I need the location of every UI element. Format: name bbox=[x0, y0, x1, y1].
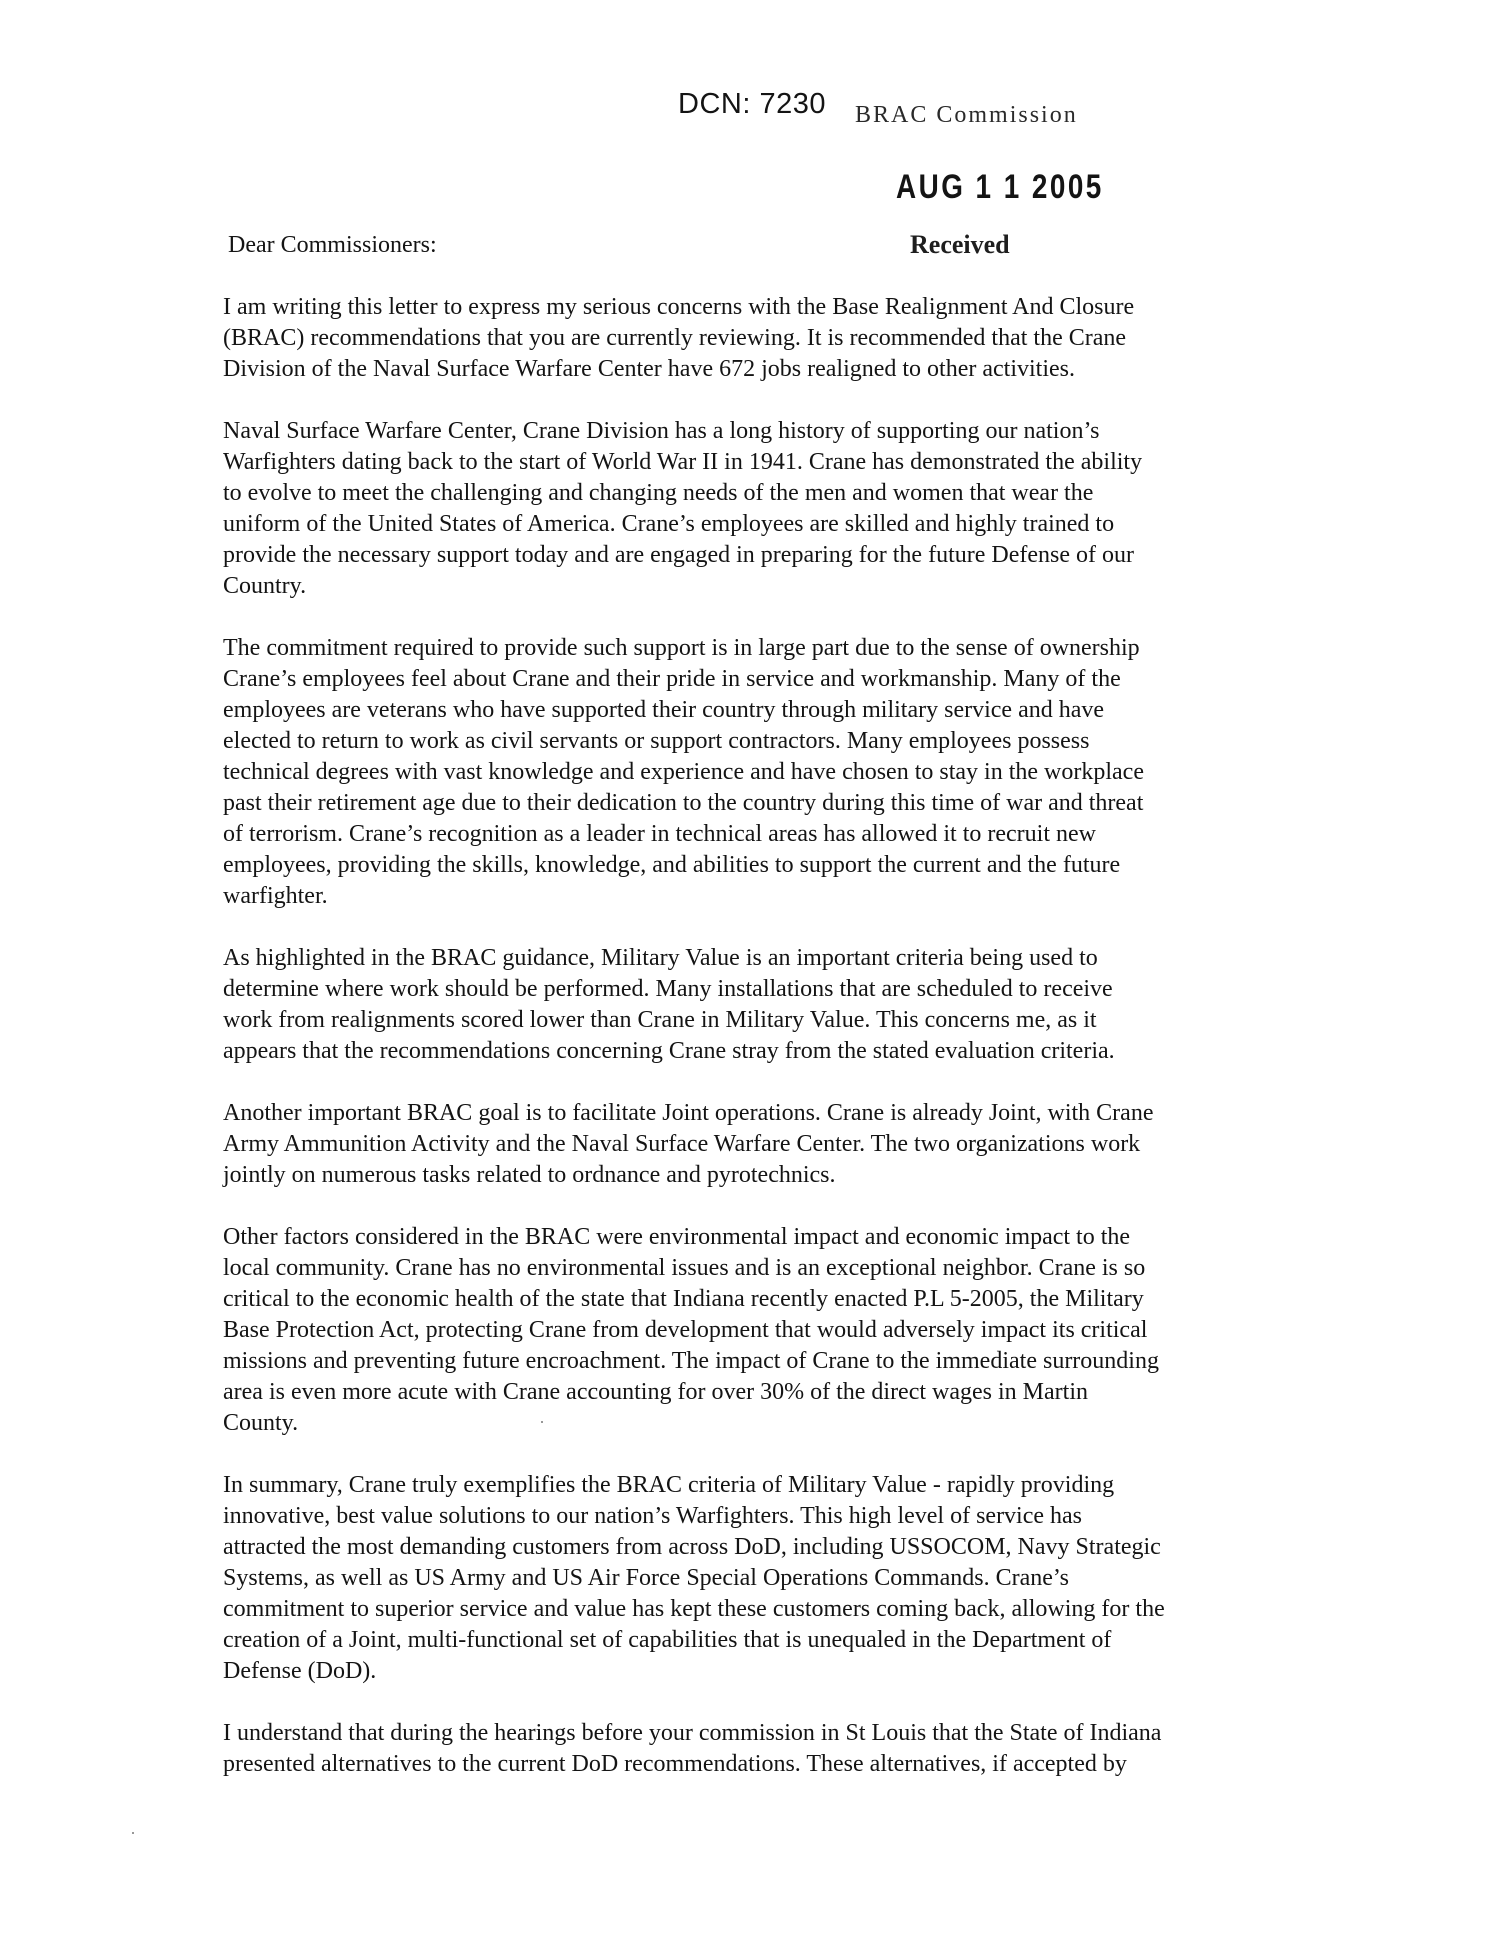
paragraph-line: elected to return to work as civil servants or support contractors. Many employees possess bbox=[223, 728, 1090, 754]
paragraph-line: past their retirement age due to their dedication to the country during this time of war and threat bbox=[223, 790, 1144, 816]
dcn-number: DCN: 7230 bbox=[678, 88, 826, 120]
paragraph-line: Naval Surface Warfare Center, Crane Division has a long history of supporting our nation’s bbox=[223, 418, 1100, 444]
paragraph-line: determine where work should be performed. Many installations that are scheduled to receive bbox=[223, 976, 1113, 1002]
paragraph-line: of terrorism. Crane’s recognition as a leader in technical areas has allowed it to recruit new bbox=[223, 821, 1096, 847]
paragraph-line: employees are veterans who have supported their country through military service and have bbox=[223, 697, 1105, 723]
paragraph-line: Division of the Naval Surface Warfare Center have 672 jobs realigned to other activities. bbox=[223, 356, 1075, 382]
paragraph-line: I am writing this letter to express my serious concerns with the Base Realignment And Closure bbox=[223, 294, 1135, 320]
letter-salutation: Dear Commissioners: bbox=[228, 232, 437, 258]
paragraph-line: attracted the most demanding customers from across DoD, including USSOCOM, Navy Strategic bbox=[223, 1534, 1161, 1560]
letter-paragraph bbox=[223, 1222, 1293, 1439]
paragraph-line: employees, providing the skills, knowledge, and abilities to support the current and the future bbox=[223, 852, 1121, 878]
paragraph-line: Army Ammunition Activity and the Naval Surface Warfare Center. The two organizations work bbox=[223, 1131, 1141, 1157]
paragraph-line: presented alternatives to the current DoD recommendations. These alternatives, if accepted by bbox=[223, 1751, 1127, 1777]
paragraph-line: provide the necessary support today and are engaged in preparing for the future Defense of our bbox=[223, 542, 1134, 568]
scan-speck bbox=[132, 1832, 134, 1834]
letter-paragraph bbox=[223, 633, 1293, 912]
paragraph-line: (BRAC) recommendations that you are currently reviewing. It is recommended that the Crane bbox=[223, 325, 1127, 351]
paragraph-line: work from realignments scored lower than Crane in Military Value. This concerns me, as it bbox=[223, 1007, 1097, 1033]
paragraph-line: County. bbox=[223, 1410, 299, 1436]
paragraph-line: critical to the economic health of the state that Indiana recently enacted P.L 5-2005, the Military bbox=[223, 1286, 1144, 1312]
letter-paragraph bbox=[223, 292, 1293, 385]
paragraph-line: I understand that during the hearings before your commission in St Louis that the State of Indiana bbox=[223, 1720, 1162, 1746]
paragraph-line: commitment to superior service and value has kept these customers coming back, allowing for the bbox=[223, 1596, 1165, 1622]
paragraph-line: technical degrees with vast knowledge and experience and have chosen to stay in the workplace bbox=[223, 759, 1144, 785]
paragraph-line: As highlighted in the BRAC guidance, Military Value is an important criteria being used to bbox=[223, 945, 1098, 971]
paragraph-line: Country. bbox=[223, 573, 307, 599]
paragraph-line: Systems, as well as US Army and US Air Force Special Operations Commands. Crane’s bbox=[223, 1565, 1069, 1591]
paragraph-line: Defense (DoD). bbox=[223, 1658, 377, 1684]
paragraph-line: area is even more acute with Crane accounting for over 30% of the direct wages in Martin bbox=[223, 1379, 1088, 1405]
paragraph-line: In summary, Crane truly exemplifies the BRAC criteria of Military Value - rapidly providing bbox=[223, 1472, 1115, 1498]
letter-paragraph bbox=[223, 1098, 1293, 1191]
paragraph-line: Another important BRAC goal is to facilitate Joint operations. Crane is already Joint, with Crane bbox=[223, 1100, 1154, 1126]
paragraph-line: Crane’s employees feel about Crane and their pride in service and workmanship. Many of the bbox=[223, 666, 1121, 692]
scan-speck bbox=[541, 1421, 543, 1423]
paragraph-line: creation of a Joint, multi-functional set of capabilities that is unequaled in the Department of bbox=[223, 1627, 1112, 1653]
paragraph-line: Base Protection Act, protecting Crane from development that would adversely impact its critical bbox=[223, 1317, 1148, 1343]
paragraph-line: Warfighters dating back to the start of World War II in 1941. Crane has demonstrated the ability bbox=[223, 449, 1143, 475]
paragraph-line: Other factors considered in the BRAC were environmental impact and economic impact to the bbox=[223, 1224, 1131, 1250]
paragraph-line: local community. Crane has no environmental issues and is an exceptional neighbor. Crane is so bbox=[223, 1255, 1146, 1281]
received-stamp-date: AUG 1 1 2005 bbox=[896, 168, 1104, 206]
letter-paragraph bbox=[223, 416, 1293, 602]
paragraph-line: to evolve to meet the challenging and changing needs of the men and women that wear the bbox=[223, 480, 1094, 506]
paragraph-line: warfighter. bbox=[223, 883, 328, 909]
letter-paragraph bbox=[223, 943, 1293, 1067]
paragraph-line: uniform of the United States of America. Crane’s employees are skilled and highly trained to bbox=[223, 511, 1115, 537]
received-stamp-label: Received bbox=[910, 230, 1010, 259]
paragraph-line: appears that the recommendations concerning Crane stray from the stated evaluation criteria. bbox=[223, 1038, 1115, 1064]
letter-body bbox=[223, 292, 1293, 1811]
letter-paragraph bbox=[223, 1718, 1293, 1780]
paragraph-line: innovative, best value solutions to our nation’s Warfighters. This high level of service has bbox=[223, 1503, 1083, 1529]
letter-paragraph bbox=[223, 1470, 1293, 1687]
received-stamp-org: BRAC Commission bbox=[855, 102, 1078, 128]
paragraph-line: The commitment required to provide such support is in large part due to the sense of ownership bbox=[223, 635, 1140, 661]
paragraph-line: jointly on numerous tasks related to ordnance and pyrotechnics. bbox=[223, 1162, 836, 1188]
paragraph-line: missions and preventing future encroachment. The impact of Crane to the immediate surrounding bbox=[223, 1348, 1159, 1374]
